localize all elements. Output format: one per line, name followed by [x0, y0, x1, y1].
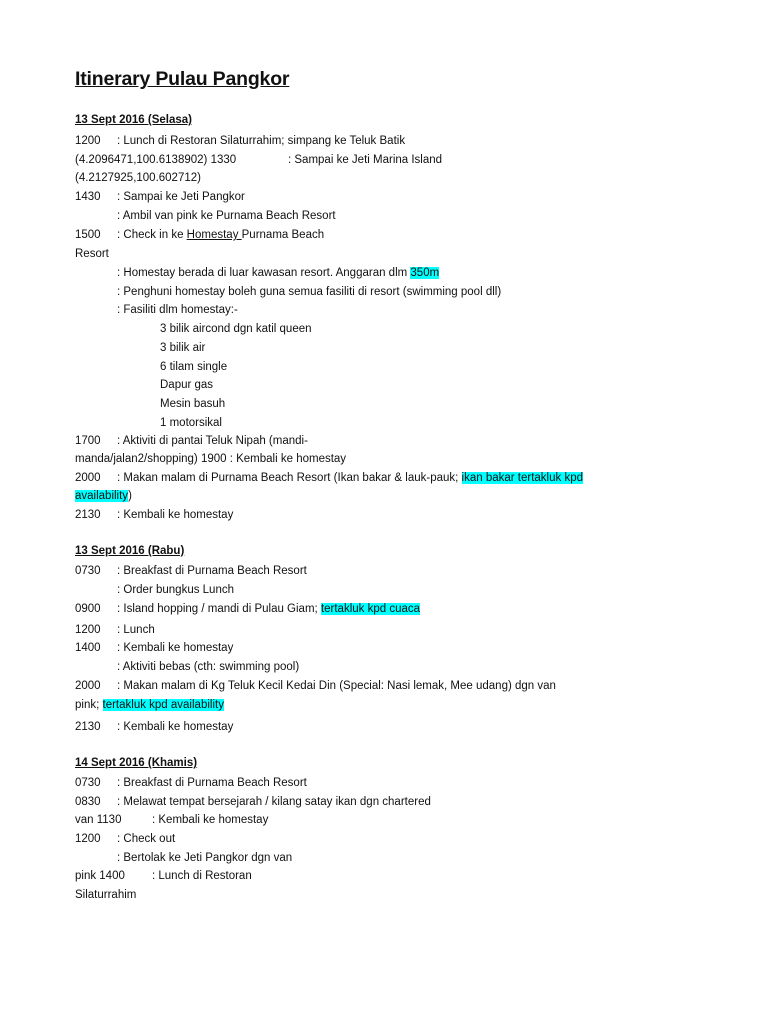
highlighted-text: tertakluk kpd cuaca: [320, 603, 421, 615]
time: 1200: [75, 135, 101, 147]
activity: : Order bungkus Lunch: [117, 584, 234, 596]
activity: [117, 471, 583, 485]
page-title: Itinerary Pulau Pangkor: [75, 68, 290, 90]
activity: pink 1400: [75, 870, 125, 882]
activity-text: : Check in ke: [117, 229, 187, 241]
time: 0730: [75, 565, 101, 577]
facility-item: 3 bilik air: [160, 342, 206, 354]
time: 1200: [75, 624, 101, 636]
activity: Resort: [75, 248, 109, 260]
time: 1430: [75, 191, 101, 203]
activity: : Kembali ke homestay: [152, 814, 269, 826]
activity: : Bertolak ke Jeti Pangkor dgn van: [117, 852, 293, 864]
activity: : Kembali ke homestay: [117, 721, 234, 733]
highlighted-text: ikan bakar tertakluk kpd: [461, 472, 583, 484]
facility-item: 1 motorsikal: [160, 417, 222, 429]
time: 1500: [75, 229, 101, 241]
coordinates: (4.2096471,100.6138902) 1330: [75, 154, 237, 166]
highlighted-text: availability: [75, 490, 129, 502]
activity: : Ambil van pink ke Purnama Beach Resort: [117, 210, 336, 222]
time: 0830: [75, 796, 101, 808]
activity: : Breakfast di Purnama Beach Resort: [117, 565, 307, 577]
facility-item: Dapur gas: [160, 379, 214, 391]
time: 0900: [75, 603, 101, 615]
facility-item: 6 tilam single: [160, 361, 228, 373]
highlighted-text: 350m: [410, 267, 440, 279]
time: 0730: [75, 777, 101, 789]
activity: : Penghuni homestay boleh guna semua fasiliti di resort (swimming pool dll): [117, 286, 502, 298]
facility-item: Mesin basuh: [160, 398, 226, 410]
time: 1400: [75, 642, 101, 654]
time: 1200: [75, 833, 101, 845]
facility-item: 3 bilik aircond dgn katil queen: [160, 323, 312, 335]
underlined-text: Homestay: [186, 229, 242, 241]
activity: : Aktiviti di pantai Teluk Nipah (mandi-: [117, 435, 308, 447]
highlighted-text: tertakluk kpd availability: [102, 699, 224, 711]
activity-text: Purnama Beach: [241, 229, 325, 241]
activity: : Melawat tempat bersejarah / kilang satay ikan dgn chartered: [117, 796, 431, 808]
activity-text: pink;: [75, 699, 103, 711]
activity: [117, 602, 420, 616]
activity: manda/jalan2/shopping) 1900 : Kembali ke homestay: [75, 453, 347, 465]
time: 2130: [75, 509, 101, 521]
day2-heading: 13 Sept 2016 (Rabu): [75, 545, 185, 557]
activity: Silaturrahim: [75, 889, 137, 901]
time: 2000: [75, 680, 101, 692]
activity: van 1130: [75, 814, 122, 826]
activity-text: : Island hopping / mandi di Pulau Giam;: [117, 603, 321, 615]
activity: : Aktiviti bebas (cth: swimming pool): [117, 661, 300, 673]
activity: : Makan malam di Kg Teluk Kecil Kedai Din (Special: Nasi lemak, Mee udang) dgn van: [117, 680, 556, 692]
activity: : Fasiliti dlm homestay:-: [117, 304, 238, 316]
activity: : Lunch di Restoran: [152, 870, 252, 882]
activity: : Lunch di Restoran Silaturrahim; simpang ke Teluk Batik: [117, 135, 406, 147]
activity: : Breakfast di Purnama Beach Resort: [117, 777, 307, 789]
activity: : Check out: [117, 833, 176, 845]
activity: : Kembali ke homestay: [117, 642, 234, 654]
activity-text: : Homestay berada di luar kawasan resort. Anggaran dlm: [117, 267, 411, 279]
activity: : Sampai ke Jeti Pangkor: [117, 191, 245, 203]
time: 2000: [75, 472, 101, 484]
time: 1700: [75, 435, 101, 447]
activity: : Sampai ke Jeti Marina Island: [288, 154, 443, 166]
day3-heading: 14 Sept 2016 (Khamis): [75, 757, 198, 769]
day1-heading: 13 Sept 2016 (Selasa): [75, 114, 192, 126]
coordinates: (4.2127925,100.602712): [75, 172, 201, 184]
activity: [117, 228, 324, 242]
activity-text: : Makan malam di Purnama Beach Resort (Ikan bakar & lauk-pauk;: [117, 472, 462, 484]
activity: [117, 266, 439, 280]
time: 2130: [75, 721, 101, 733]
activity: : Kembali ke homestay: [117, 509, 234, 521]
activity: [75, 489, 132, 503]
activity-text: ): [128, 490, 132, 502]
activity: : Lunch: [117, 624, 155, 636]
activity: [75, 698, 224, 712]
